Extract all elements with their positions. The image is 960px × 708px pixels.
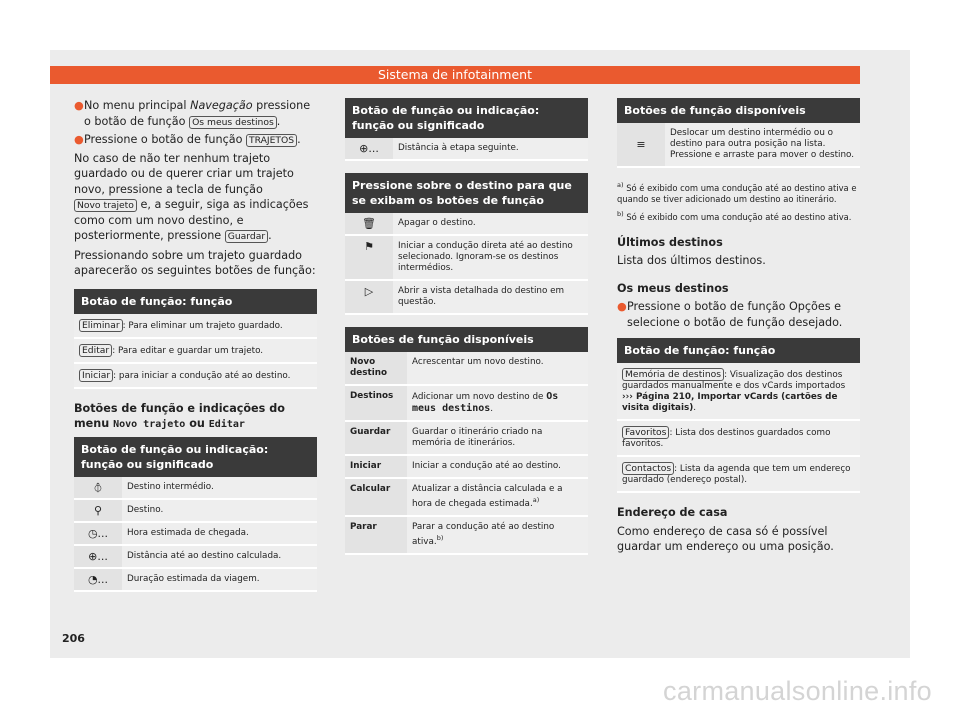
bullet-item: ● Pressione o botão de função Opções e selecione o botão de função desejado.: [617, 300, 843, 329]
column-middle: [345, 98, 588, 567]
bullet-icon: ●: [617, 300, 627, 314]
table-row: Novo destino Acrescentar um novo destino.: [345, 352, 588, 385]
table-row: Destinos Adicionar um novo destino de Os meus destinos.: [345, 385, 588, 421]
table-row: ⚲ Destino.: [74, 499, 317, 522]
column-right: [617, 98, 860, 559]
table-header: Botão de função: função: [74, 289, 317, 314]
table-row: ⚑ Iniciar a condução direta até ao destino selecionado. Ignoram-se os destinos intermédios.: [345, 235, 588, 280]
paragraph: Pressionando sobre um trajeto guardado aparecerão os seguintes botões de função:: [74, 248, 316, 277]
function-table-route: [74, 289, 317, 389]
table-header: Botões de função disponíveis: [345, 327, 588, 352]
table-row: ⦽ Destino intermédio.: [74, 477, 317, 499]
table-row: Contactos : Lista da agenda que tem um endereço guardado (endereço postal).: [617, 456, 860, 492]
stage-distance-icon: ⊕...: [345, 138, 393, 160]
paragraph: Lista dos últimos destinos.: [617, 254, 766, 268]
key-start: Iniciar: [79, 369, 113, 382]
table-row: Iniciar : para iniciar a condução até ao destino.: [74, 363, 317, 388]
table-row: Eliminar : Para eliminar um trajeto guardado.: [74, 314, 317, 338]
table-row: Favoritos : Lista dos destinos guardados como favoritos.: [617, 420, 860, 456]
paragraph: No caso de não ter nenhum trajeto guardado ou de querer criar um trajeto novo, pressione a tecla de função Novo trajeto e, a seguir, siga as indicações como com um novo destino, e posteriormente, pressione Guardar .: [74, 151, 309, 242]
table-row: Guardar Guardar o itinerário criado na memória de itinerários.: [345, 421, 588, 455]
bullet-icon: ●: [74, 133, 84, 146]
table-row: Editar : Para editar e guardar um trajeto.: [74, 338, 317, 363]
table-row: ▷ Abrir a vista detalhada do destino em questão.: [345, 280, 588, 314]
key-new-route: Novo trajeto: [74, 199, 137, 212]
table-header: Botão de função: função: [617, 338, 860, 363]
key-delete: Eliminar: [79, 319, 123, 332]
start-route-flag-icon: ⚑: [345, 235, 393, 280]
table-row: Iniciar Iniciar a condução até ao destino.: [345, 455, 588, 478]
duration-icon: ◔...: [74, 568, 122, 591]
table-row: Calcular Atualizar a distância calculada e a hora de chegada estimada.$^{a)}$: [345, 478, 588, 516]
indication-table-cont: [345, 98, 588, 161]
page-reference-link[interactable]: ››› Página 210, Importar vCards (cartões de visita digitais): [622, 392, 838, 414]
footnote-ref: b): [436, 533, 444, 542]
section-title: Últimos destinos: [617, 235, 723, 249]
table-header: Botão de função ou indicação: função ou significado: [74, 437, 317, 477]
arrival-time-icon: ◷...: [74, 522, 122, 545]
my-destinations-table: [617, 338, 860, 493]
watermark: carmanualsonline.info: [663, 676, 932, 706]
section-title: Endereço de casa: [617, 506, 728, 520]
destination-pin-icon: ⚲: [74, 499, 122, 522]
indication-table: [74, 437, 317, 592]
key-save: Guardar: [225, 230, 268, 243]
table-row: ≡ Deslocar um destino intermédio ou o destino para outra posição na lista. Pressione e arraste para mover o destino.: [617, 123, 860, 167]
table-row: 🗑 Apagar o destino.: [345, 213, 588, 235]
table-row: Parar Parar a condução até ao destino ativa.$^{b)}$: [345, 516, 588, 554]
section-heading: Botões de função e indicações do menu Novo trajeto ou Editar: [74, 401, 285, 430]
key-edit: Editar: [79, 344, 112, 357]
paragraph: Como endereço de casa só é possível guardar um endereço ou uma posição.: [617, 524, 834, 554]
table-header: Botão de função ou indicação: função ou significado: [345, 98, 588, 138]
distance-icon: ⊕...: [74, 545, 122, 568]
drag-handle-icon: ≡: [617, 123, 665, 167]
available-buttons-table: [345, 327, 588, 555]
destination-buttons-table: [345, 173, 588, 315]
table-header: Botões de função disponíveis: [617, 98, 860, 123]
section-header: Sistema de infotainment: [50, 66, 860, 84]
table-row: Memória de destinos : Visualização dos destinos guardados manualmente e dos vCards importados ››› Página 210, Importar vCards (cartões de visita digitais).: [617, 363, 860, 420]
footnote-ref: a): [532, 496, 540, 504]
section-title: Os meus destinos: [617, 281, 729, 295]
table-row: ⊕... Distância à etapa seguinte.: [345, 138, 588, 160]
table-row: ◷... Hora estimada de chegada.: [74, 522, 317, 545]
footnote: $^{a)}$ Só é exibido com uma condução até ao destino ativa e quando se tiver adicionado um destino ao itinerário.: [617, 181, 857, 204]
available-buttons-table-cont: [617, 98, 860, 168]
bullet-item: ● Pressione o botão de função TRAJETOS .: [74, 133, 301, 146]
column-left: [74, 98, 317, 604]
table-row: ◔... Duração estimada da viagem.: [74, 568, 317, 591]
trash-icon: 🗑: [345, 213, 393, 235]
key-contacts: Contactos: [622, 462, 674, 475]
footnote: $^{b)}$ Só é exibido com uma condução até ao destino ativa.: [617, 209, 852, 222]
bullet-icon: ●: [74, 99, 84, 112]
page-number: 206: [62, 632, 85, 645]
table-header: Pressione sobre o destino para que se exibam os botões de função: [345, 173, 588, 213]
details-arrow-icon: ▷: [345, 280, 393, 314]
key-destination-memory: Memória de destinos: [622, 368, 724, 381]
intermediate-destination-icon: ⦽: [74, 477, 122, 499]
table-row: ⊕... Distância até ao destino calculada.: [74, 545, 317, 568]
bullet-item: ● No menu principal Navegação pressione o botão de função Os meus destinos .: [74, 99, 311, 128]
key-my-destinations: Os meus destinos: [189, 116, 277, 129]
key-routes: TRAJETOS: [246, 134, 297, 147]
key-favorites: Favoritos: [622, 426, 669, 439]
